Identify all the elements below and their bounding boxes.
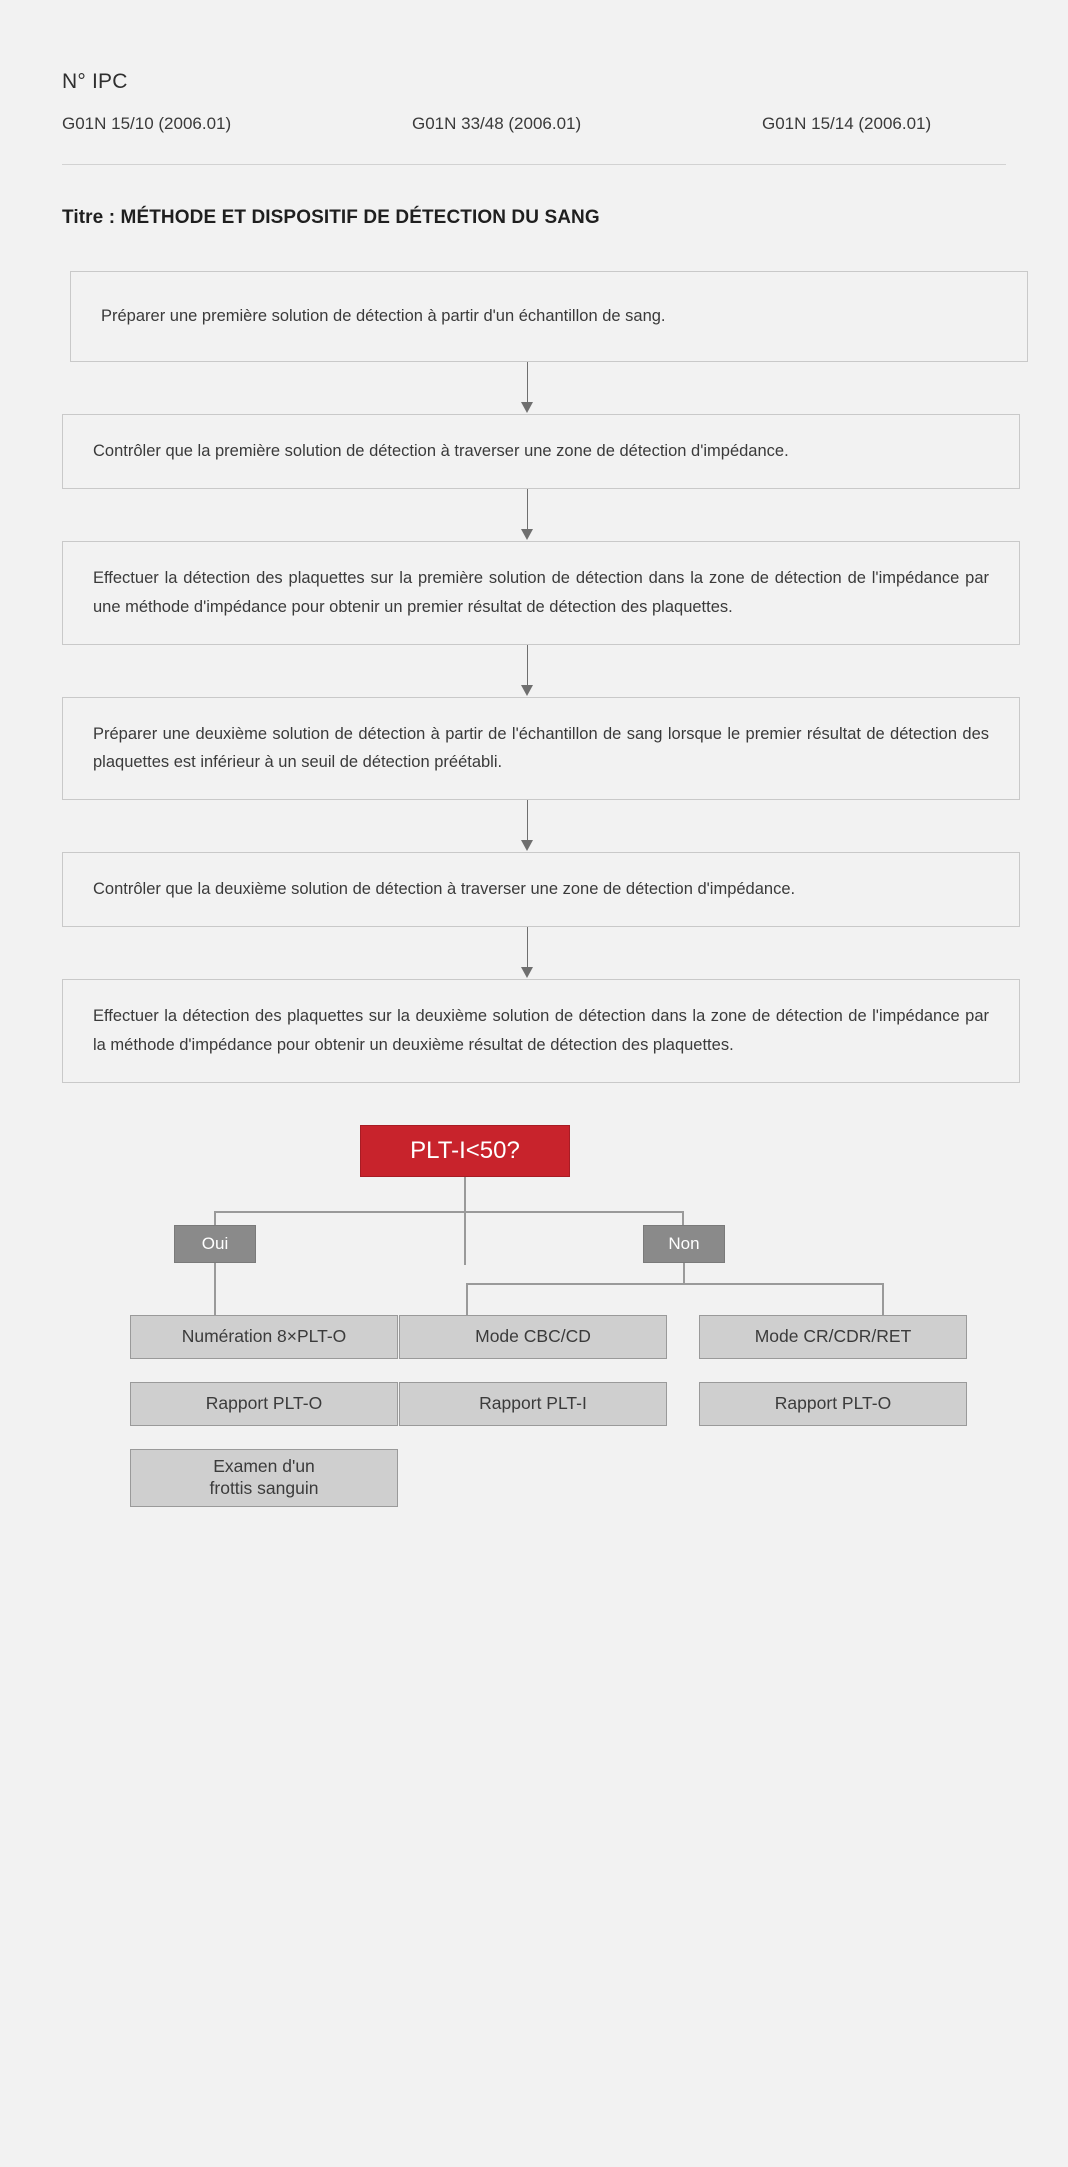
tree-node-left-1: Numération 8×PLT-O: [130, 1315, 398, 1359]
arrow-head: [521, 402, 533, 413]
flow-step-2: Contrôler que la première solution de détection à traverser une zone de détection d'impédance.: [62, 414, 1020, 489]
tree-node-left-3-line1: Examen d'un: [213, 1456, 315, 1476]
branch-label-oui: Oui: [174, 1225, 256, 1263]
arrow-head: [521, 529, 533, 540]
ipc-label: N° IPC: [62, 70, 128, 93]
arrow-line: [527, 927, 528, 969]
flow-step-3: Effectuer la détection des plaquettes sur la première solution de détection dans la zone de détection de l'impédance par une méthode d'impédance pour obtenir un premier résultat de détection des plaquettes.: [62, 541, 1020, 645]
arrow-line: [527, 362, 528, 404]
ipc-code-list: [62, 114, 1006, 134]
flow-step-4: Préparer une deuxième solution de détection à partir de l'échantillon de sang lorsque le premier résultat de détection des plaquettes est inférieur à un seuil de détection préétabli.: [62, 697, 1020, 801]
ipc-code: G01N 15/14 (2006.01): [762, 114, 932, 133]
tree-node-middle-2: Rapport PLT-I: [399, 1382, 667, 1426]
flow-step-1: Préparer une première solution de détection à partir d'un échantillon de sang.: [70, 271, 1028, 362]
tree-connector-vertical: [464, 1177, 466, 1265]
tree-node-right-1: Mode CR/CDR/RET: [699, 1315, 967, 1359]
flow-step-6: Effectuer la détection des plaquettes sur la deuxième solution de détection dans la zone de détection de l'impédance par la méthode d'impédance pour obtenir un deuxième résultat de détection des plaquettes.: [62, 979, 1020, 1083]
tree-node-middle-1: Mode CBC/CD: [399, 1315, 667, 1359]
document-title: Titre : MÉTHODE ET DISPOSITIF DE DÉTECTION DU SANG: [62, 207, 600, 228]
tree-node-left-3-line2: frottis sanguin: [209, 1477, 319, 1498]
tree-node-right-2: Rapport PLT-O: [699, 1382, 967, 1426]
arrow-head: [521, 967, 533, 978]
flow-arrow-3: [62, 645, 1006, 697]
tree-connector-horizontal: [214, 1211, 684, 1213]
arrow-line: [527, 489, 528, 531]
arrow-head: [521, 685, 533, 696]
decision-tree: [62, 1125, 1006, 1498]
branch-label-non: Non: [643, 1225, 725, 1263]
flow-step-5: Contrôler que la deuxième solution de détection à traverser une zone de détection d'impédance.: [62, 852, 1020, 927]
flow-arrow-1: [62, 362, 1006, 414]
arrow-line: [527, 800, 528, 842]
arrow-line: [527, 645, 528, 687]
flow-arrow-5: [62, 927, 1006, 979]
tree-connector-vertical: [882, 1283, 884, 1315]
tree-connector-vertical: [214, 1263, 216, 1315]
document-header: [62, 0, 1006, 249]
ipc-code: G01N 33/48 (2006.01): [412, 114, 582, 133]
tree-node-left-2: Rapport PLT-O: [130, 1382, 398, 1426]
tree-connector-vertical: [466, 1283, 468, 1315]
tree-connector-vertical: [683, 1263, 685, 1285]
tree-node-left-3: [130, 1449, 398, 1507]
tree-connector-vertical: [214, 1211, 216, 1225]
tree-connector-vertical: [682, 1211, 684, 1225]
ipc-code: G01N 15/10 (2006.01): [62, 114, 232, 133]
decision-node-plt-i: PLT-I<50?: [360, 1125, 570, 1177]
flow-arrow-2: [62, 489, 1006, 541]
tree-connector-horizontal: [466, 1283, 884, 1285]
flowchart: [62, 271, 1006, 1083]
arrow-head: [521, 840, 533, 851]
flow-arrow-4: [62, 800, 1006, 852]
